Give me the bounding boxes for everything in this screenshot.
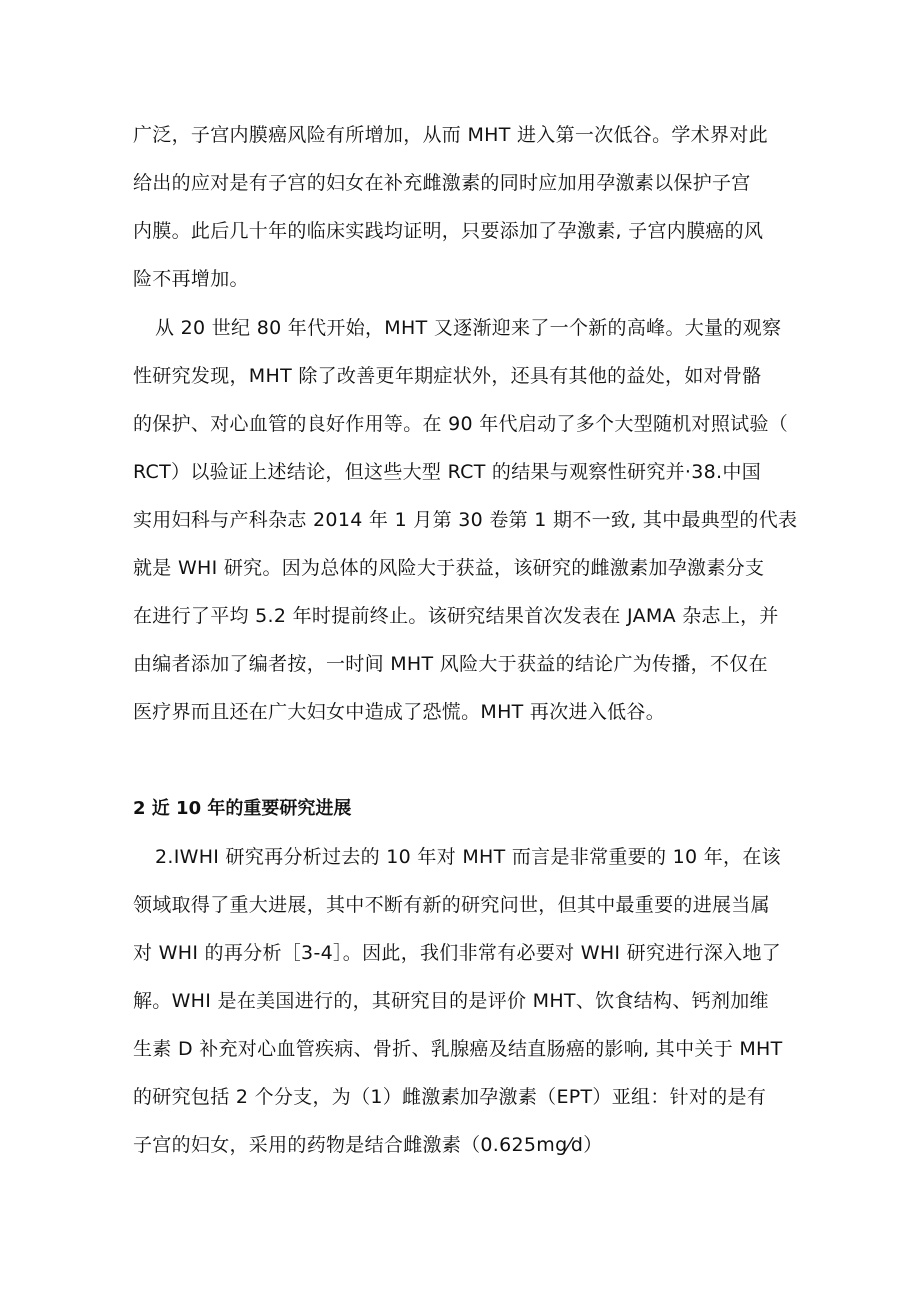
text-line: 就是 WHI 研究。因为总体的风险大于获益，该研究的雌激素加孕激素分支: [133, 557, 765, 579]
text-line: 的保护、对心血管的良好作用等。在 90 年代启动了多个大型随机对照试验（: [133, 413, 789, 435]
text-line: 领域取得了重大进展，其中不断有新的研究问世，但其中最重要的进展当属: [133, 894, 770, 916]
text-line: 广泛，子宫内膜癌风险有所增加，从而 MHT 进入第一次低谷。学术界对此: [133, 124, 768, 146]
section-heading: 2 近 10 年的重要研究进展: [133, 798, 352, 819]
text-line: 由编者添加了编者按，一时间 MHT 风险大于获益的结论广为传播，不仅在: [133, 653, 768, 675]
text-line: 性研究发现，MHT 除了改善更年期症状外，还具有其他的益处，如对骨骼: [133, 365, 762, 387]
text-line: 医疗界而且还在广大妇女中造成了恐慌。MHT 再次进入低谷。: [133, 701, 666, 723]
text-line: 的研究包括 2 个分支，为（1）雌激素加孕激素（EPT）亚组：针对的是有: [133, 1086, 767, 1108]
text-line: 险不再增加。: [133, 268, 249, 290]
text-line: 实用妇科与产科杂志 2014 年 1 月第 30 卷第 1 期不一致, 其中最典型的代表: [133, 509, 798, 531]
text-line: 2.IWHI 研究再分析过去的 10 年对 MHT 而言是非常重要的 10 年，在该: [155, 846, 781, 868]
text-line: 对 WHI 的再分析［3-4］。因此，我们非常有必要对 WHI 研究进行深入地了: [133, 942, 782, 964]
text-line: 给出的应对是有子宫的妇女在补充雌激素的同时应加用孕激素以保护子宫: [133, 172, 751, 194]
text-line: 子宫的妇女，采用的药物是结合雌激素（0.625mg⁄d）: [133, 1134, 603, 1156]
text-line: 生素 D 补充对心血管疾病、骨折、乳腺癌及结直肠癌的影响, 其中关于 MHT: [133, 1038, 783, 1060]
text-line: 解。WHI 是在美国进行的，其研究目的是评价 MHT、饮食结构、钙剂加维: [133, 990, 769, 1012]
text-line: RCT）以验证上述结论，但这些大型 RCT 的结果与观察性研究并·38.中国: [133, 461, 761, 483]
text-line: 在进行了平均 5.2 年时提前终止。该研究结果首次发表在 JAMA 杂志上，并: [133, 605, 779, 627]
text-line: 从 20 世纪 80 年代开始，MHT 又逐渐迎来了一个新的高峰。大量的观察: [155, 317, 782, 339]
text-line: 内膜。此后几十年的临床实践均证明，只要添加了孕激素, 子宫内膜癌的风: [133, 220, 764, 242]
